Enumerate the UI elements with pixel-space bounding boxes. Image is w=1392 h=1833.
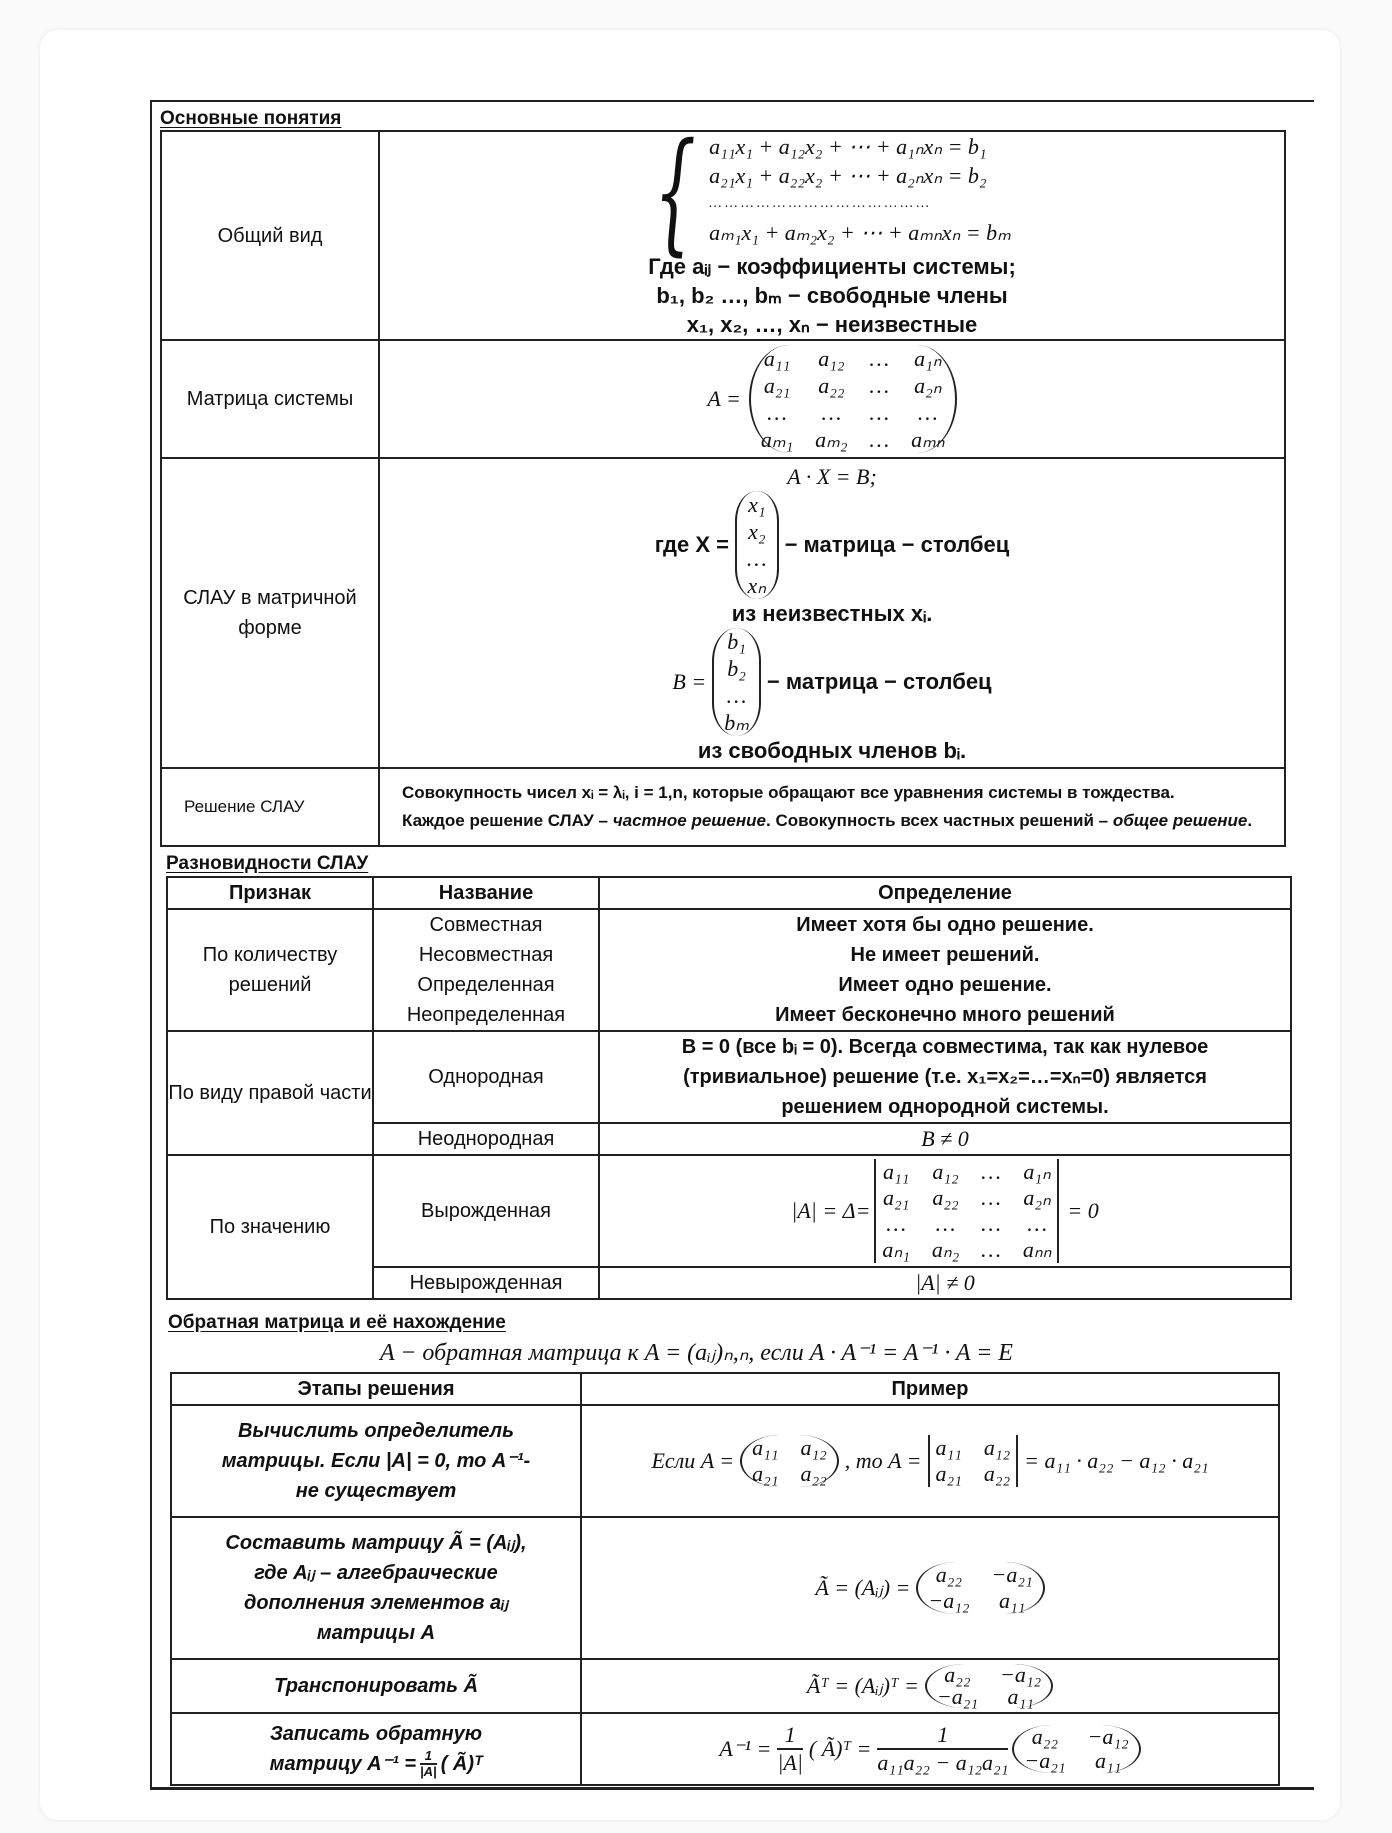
determinant-expression: |A| = Δ= a₁₁ a₁₂ … a₁ₙ a₂₁ a₂₂ … a₂ₙ … … … … aₙ₁ aₙ₂ … aₙₙ = 0 <box>791 1159 1099 1262</box>
header-name: Название <box>373 877 599 909</box>
matrix-cell: a₂₂ <box>818 373 845 398</box>
step-text: матрицу A⁻¹ = <box>269 1753 417 1776</box>
adjugate-example: Ã = (Aᵢⱼ) = a₂₂ −a₂₁ −a₁₂ a₁₁ <box>815 1562 1044 1614</box>
row-homogeneous <box>167 1031 1291 1123</box>
type-homogeneous: Однородная <box>373 1031 599 1123</box>
feature-by-value: По значению <box>167 1155 373 1299</box>
matrix-cell: −a₂₁ <box>1024 1748 1066 1773</box>
system-line: aₘ₁x₁ + aₘ₂x₂ + ⋯ + aₘₙxₙ = bₘ <box>709 220 1011 245</box>
step-text: матрицы. Если |A| = 0, то A⁻¹- <box>221 1450 531 1472</box>
matrix-prefix: A = <box>707 386 741 411</box>
step-row <box>171 1517 1279 1659</box>
label-solution: Решение СЛАУ <box>161 768 379 846</box>
matrix-cell: −a₁₂ <box>1000 1662 1042 1687</box>
determinant-cell: a₁₁ <box>882 1159 910 1184</box>
vector-cell: x₂ <box>748 518 766 544</box>
matrix-cell: a₂₁ <box>752 1461 779 1486</box>
example-matrix <box>752 1435 827 1487</box>
matrix-cell: a₁₂ <box>818 346 845 371</box>
note-unknowns: x₁, x₂, …, xₙ − неизвестные <box>686 312 978 337</box>
matrix-cell: a₁₁ <box>1007 1684 1034 1709</box>
header-steps: Этапы решения <box>171 1373 581 1405</box>
header-example: Пример <box>581 1373 1279 1405</box>
determinant-cell: a₂ₙ <box>1023 1185 1051 1210</box>
row-solution <box>161 768 1285 846</box>
type-definition: Имеет одно решение. <box>838 974 1052 996</box>
type-nondegenerate: Невырожденная <box>373 1267 599 1299</box>
matrix-cell: −a₂₁ <box>936 1684 979 1709</box>
vector-cell: bₘ <box>724 709 749 735</box>
matrix-A-expression <box>707 345 956 453</box>
header-feature: Признак <box>167 877 373 909</box>
transpose-matrix <box>937 1664 1041 1708</box>
example-determinant <box>936 1435 1011 1487</box>
determinant-cell: a₁₂ <box>932 1159 959 1184</box>
x-note: из неизвестных xᵢ. <box>731 600 933 626</box>
b-note: из свободных членов bᵢ. <box>697 737 967 763</box>
row-general-form <box>161 131 1285 340</box>
b-prefix: B = <box>672 669 707 694</box>
row-by-solutions <box>167 909 1291 1031</box>
matrix-cell: −a₁₂ <box>1087 1724 1129 1749</box>
matrix-cell: a₂ₙ <box>914 373 942 398</box>
inverse-steps-table <box>170 1372 1280 1786</box>
matrix-cell: … <box>869 400 890 425</box>
matrix-cell: a₂₂ <box>800 1461 827 1486</box>
nonhomogeneous-def: B ≠ 0 <box>599 1123 1291 1155</box>
vector-cell: b₁ <box>727 628 746 654</box>
matrix-equation: A · X = B; <box>787 463 877 489</box>
determinant-cell: aₙ₁ <box>882 1237 910 1262</box>
x-prefix: где X = <box>654 532 730 557</box>
determinant-cell: a₂₂ <box>932 1185 959 1210</box>
system-line: a₂₁x₁ + a₂₂x₂ + ⋯ + a₂ₙxₙ = b₂ <box>709 163 987 188</box>
vector-cell: xₙ <box>747 572 767 598</box>
section-title-types: Разновидности СЛАУ <box>166 853 369 874</box>
feature-by-rhs: По виду правой части <box>167 1031 373 1155</box>
label-general-form: Общий вид <box>161 131 379 340</box>
determinant-example: Если A = a₁₁ a₁₂ a₂₁ a₂₂ , то A = a₁₁ a₁₂ a₂₁ a₂₂ = a₁₁ · a₂₂ − a₁₂ · a₂₁ <box>651 1435 1209 1486</box>
determinant-cell: a₂₁ <box>882 1185 910 1210</box>
step-text: Транспонировать Ã <box>171 1659 581 1713</box>
matrix-cell: a₁₁ <box>763 346 791 371</box>
section-title-inverse: Обратная матрица и её нахождение <box>168 1312 506 1333</box>
step-row <box>171 1659 1279 1713</box>
determinant-cell: a₁₁ <box>935 1435 962 1460</box>
system-line: … … … … … … … … … … … … … … <box>709 196 929 211</box>
matrix-cell: a₂₂ <box>944 1662 971 1687</box>
types-header-row <box>167 877 1291 909</box>
type-name: Определенная <box>417 974 555 996</box>
step-text: Составить матрицу Ã = (Aᵢⱼ), <box>225 1532 527 1554</box>
determinant-cell: a₂₂ <box>983 1461 1011 1486</box>
determinant-cell: a₁₂ <box>983 1435 1011 1460</box>
type-nonhomogeneous: Неоднородная <box>373 1123 599 1155</box>
x-suffix: − матрица − столбец <box>784 532 1010 557</box>
row-matrix-form <box>161 458 1285 768</box>
types-table <box>166 876 1292 1300</box>
x-vector-expression <box>655 491 1010 599</box>
feature-by-solutions: По количеству решений <box>167 909 373 1031</box>
matrix-cell: a₁₁ <box>752 1435 779 1460</box>
row-degenerate <box>167 1155 1291 1267</box>
type-definition: Имеет хотя бы одно решение. <box>796 914 1094 936</box>
matrix-cell: a₁₂ <box>800 1435 827 1460</box>
determinant-cell: aₙ₂ <box>931 1237 960 1262</box>
determinant-matrix <box>882 1159 1051 1263</box>
label-system-matrix: Матрица системы <box>161 340 379 458</box>
type-name: Несовместная <box>418 944 554 966</box>
determinant-cell: … <box>981 1185 1001 1210</box>
step-text: Записать обратную <box>269 1722 483 1745</box>
matrix-cell: a₂₂ <box>935 1562 963 1587</box>
step-text: Вычислить определитель <box>237 1420 514 1442</box>
fraction-expanded: $\frac{1}{\text{a₁₁a₂₂ − a₁₂a₂₁}}$ <box>877 1722 1009 1775</box>
step-text: где Aᵢⱼ – алгебраические <box>254 1562 498 1584</box>
homogeneous-def-line: решением однородной системы. <box>781 1096 1109 1118</box>
matrix-A <box>761 345 945 453</box>
matrix-cell: aₘ₂ <box>815 427 848 452</box>
step-text: матрицы A <box>316 1622 436 1644</box>
type-definition: Имеет бесконечно много решений <box>775 1004 1115 1026</box>
matrix-cell: … <box>767 400 787 425</box>
b-suffix: − матрица − столбец <box>766 669 992 694</box>
solution-definition: Совокупность чисел xᵢ = λᵢ, i = 1,n, которые обращают все уравнения системы в тождества. <box>402 783 1175 802</box>
step-row: Записать обратную матрицу A⁻¹ = $\frac{1}{|A|}$ ( Ã)ᵀ A⁻¹ = $\frac{1}{|A|}$ ( Ã)ᵀ = $\frac{1}{\text{a₁₁a₂₂ − a₁₂a₂₁}}$ a₂₂ −a₁₂ −a₂₁ a₁₁ <box>171 1713 1279 1785</box>
determinant-cell: a₁ₙ <box>1023 1159 1051 1184</box>
note-free-terms: b₁, b₂ …, bₘ − свободные члены <box>656 283 1008 308</box>
matrix-cell: a₁₁ <box>1094 1748 1122 1773</box>
step-fraction: $\frac{1}{|A|}$ <box>420 1748 437 1780</box>
type-definition: Не имеет решений. <box>850 944 1040 966</box>
determinant-cell: … <box>935 1211 956 1236</box>
inverse-matrix <box>1024 1725 1128 1773</box>
inverse-header-row <box>171 1373 1279 1405</box>
matrix-cell: … <box>869 373 890 398</box>
vector-cell: … <box>726 682 747 708</box>
matrix-cell: a₁ₙ <box>914 346 942 371</box>
vector-cell: … <box>747 545 767 571</box>
matrix-cell: … <box>869 427 890 452</box>
determinant-cell: … <box>1027 1211 1047 1236</box>
matrix-cell: aₘₙ <box>911 427 945 452</box>
determinant-cell: … <box>981 1159 1001 1184</box>
determinant-cell: … <box>981 1237 1001 1262</box>
row-system-matrix <box>161 340 1285 458</box>
header-definition: Определение <box>599 877 1291 909</box>
type-name: Неопределенная <box>406 1004 566 1026</box>
step-text: дополнения элементов aᵢⱼ <box>243 1592 509 1614</box>
step-row <box>171 1405 1279 1517</box>
matrix-cell: −a₂₁ <box>991 1562 1033 1587</box>
label-matrix-form: СЛАУ в матричной форме <box>161 458 379 768</box>
matrix-cell: a₁₁ <box>998 1588 1026 1613</box>
type-name: Совместная <box>429 914 543 936</box>
particular-solution-term: частное решение <box>612 811 766 830</box>
system-line: a₁₁x₁ + a₁₂x₂ + ⋯ + a₁ₙxₙ = b₁ <box>709 134 987 159</box>
step-text: не существует <box>295 1480 457 1502</box>
inverse-formula-example: A⁻¹ = $\frac{1}{|A|}$ ( Ã)ᵀ = $\frac{1}{\text{a₁₁a₂₂ − a₁₂a₂₁}}$ a₂₂ −a₁₂ −a₂₁ a₁₁ <box>719 1722 1140 1776</box>
matrix-cell: a₂₂ <box>1031 1724 1059 1749</box>
general-solution-term: общее решение <box>1112 811 1248 830</box>
fraction-one-over-det: $\frac{1}{|A|}$ <box>777 1722 803 1775</box>
note-coefficients: Где aᵢⱼ − коэффициенты системы; <box>648 254 1016 279</box>
homogeneous-def-line: (тривиальное) решение (т.е. x₁=x₂=…=xₙ=0) является <box>683 1066 1207 1088</box>
determinant-cell: … <box>981 1211 1001 1236</box>
determinant-cell: a₂₁ <box>935 1461 962 1486</box>
b-vector <box>724 628 749 736</box>
matrix-cell: a₂₁ <box>763 373 791 398</box>
matrix-cell: −a₁₂ <box>928 1588 970 1613</box>
determinant-cell: aₙₙ <box>1022 1237 1052 1262</box>
section-title-basic: Основные понятия <box>160 108 342 129</box>
nondegenerate-def: |A| ≠ 0 <box>599 1267 1291 1299</box>
vector-cell: x₁ <box>748 491 766 517</box>
vector-cell: b₂ <box>727 655 746 681</box>
left-brace: { <box>654 115 697 269</box>
solution-types: Каждое решение СЛАУ – частное решение. Совокупность всех частных решений – общее решение. <box>402 811 1253 830</box>
adjugate-matrix <box>928 1562 1032 1614</box>
transpose-example: Ãᵀ = (Aᵢⱼ)ᵀ = a₂₂ −a₁₂ −a₂₁ a₁₁ <box>807 1664 1053 1708</box>
general-form-content <box>379 115 1285 340</box>
x-vector <box>747 491 767 599</box>
b-vector-expression <box>672 628 991 736</box>
inverse-definition: A − обратная матрица к A = (aᵢⱼ)ₙ,ₙ, если A · A⁻¹ = A⁻¹ · A = E <box>380 1340 1013 1366</box>
matrix-cell: … <box>918 400 938 425</box>
homogeneous-def-line: B = 0 (все bᵢ = 0). Всегда совместима, так как нулевое <box>681 1036 1209 1058</box>
type-degenerate: Вырожденная <box>373 1155 599 1267</box>
matrix-cell: aₘ₁ <box>760 427 794 452</box>
determinant-cell: … <box>886 1211 906 1236</box>
matrix-cell: … <box>869 346 890 371</box>
matrix-cell: … <box>821 400 842 425</box>
